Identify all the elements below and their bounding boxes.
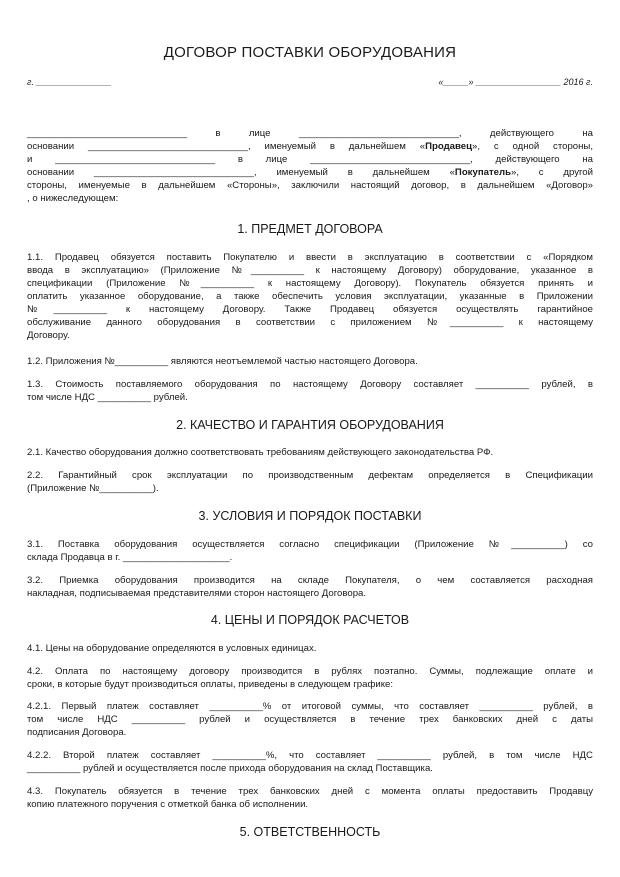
clause-line: подписания Договора. [27,727,127,738]
clause-line: 1.2. Приложения №__________ являются неотъемлемой частью настоящего Договора. [27,356,418,367]
clause-line: 4.3. Покупатель обязуется в течение трех банковских дней с момента оплаты предоставить Продавцу [27,786,593,797]
clause-line: копию платежного поручения с отметкой банка об исполнении. [27,799,309,810]
clause-line: 4.1. Цены на оборудование определяются в условных единицах. [27,643,317,654]
clause-line: 2.2. Гарантийный срок эксплуатации по производственным дефектам определяется в Спецификации [27,470,593,481]
clause-line: 4.2.1. Первый платеж составляет __________% от итоговой суммы, что составляет __________ рублей, в [27,701,593,712]
clause-line: накладная, подписываемая представителями сторон настоящего Договора. [27,588,367,599]
clause-4-2 [27,665,593,691]
intro-line: , о нижеследующем: [27,193,119,204]
clause-line: 1.1. Продавец обязуется поставить Покупателю и ввести в эксплуатацию в соответствии с «Порядком [27,252,593,263]
clause-3-2 [27,574,593,600]
clause-4-2-2 [27,749,593,775]
section-1-heading: 1. ПРЕДМЕТ ДОГОВОРА [237,222,383,236]
clause-1-2 [27,355,593,368]
intro-line: основании ______________________________, именуемый в дальнейшем «Покупатель», с другой [27,167,593,178]
clause-line: (Приложение №__________). [27,483,159,494]
clause-line: 4.2.2. Второй платеж составляет __________%, что составляет __________ рублей, в том числе НДС [27,750,593,761]
intro-paragraph [27,127,593,205]
intro-line: основании ______________________________, именуемый в дальнейшем «Продавец», с одной стороны, [27,141,593,152]
intro-line: и ______________________________ в лице ______________________________, действующего на [27,154,593,165]
seller-term: Продавец [425,141,473,152]
clause-1-1 [27,251,593,342]
clause-4-1 [27,642,593,655]
section-2-heading: 2. КАЧЕСТВО И ГАРАНТИЯ ОБОРУДОВАНИЯ [176,418,444,432]
clause-line: том числе НДС __________ рублей и осуществляется в течение трех банковских дней с даты [27,714,593,725]
clause-line: 2.1. Качество оборудования должно соответствовать требованиям действующего законодательства РФ. [27,447,494,458]
intro-line: ______________________________ в лице ______________________________, действующего на [27,128,593,139]
clause-4-2-1 [27,700,593,739]
clause-line: ввода в эксплуатацию» (Приложение №__________ к настоящему Договору) оборудование, указанное в [27,265,593,276]
clause-1-3 [27,378,593,404]
clause-line: спецификации (Приложение №__________ к настоящему Договору). Покупатель обязуется принять и [27,278,593,289]
clause-line: том числе НДС __________ рублей. [27,392,188,403]
clause-line: __________ рублей и осуществляется после прихода оборудования на склад Поставщика. [27,763,433,774]
clause-2-2 [27,469,593,495]
document-title: ДОГОВОР ПОСТАВКИ ОБОРУДОВАНИЯ [163,44,457,61]
clause-line: склада Продавца в г. ____________________. [27,552,233,563]
clause-line: №__________ к настоящему Договору. Также Продавец обязуется осуществлять гарантийное [27,304,593,315]
section-3-heading: 3. УСЛОВИЯ И ПОРЯДОК ПОСТАВКИ [198,509,422,523]
intro-line: стороны, именуемые в дальнейшем «Стороны», заключили настоящий договор, в дальнейшем «Договор» [27,180,593,191]
clause-line: Договору. [27,330,70,341]
buyer-term: Покупатель [454,167,511,178]
clause-line: 1.3. Стоимость поставляемого оборудования по настоящему Договору составляет __________ рублей, в [27,379,593,390]
clause-line: оплатить указанное оборудование, а также обеспечить условия эксплуатации, указанные в Приложении [27,291,593,302]
section-5-heading: 5. ОТВЕТСТВЕННОСТЬ [239,825,381,839]
clause-4-3 [27,785,593,811]
clause-line: сроки, в которые будут производиться оплаты, приведены в следующем графике: [27,679,394,690]
clause-3-1 [27,538,593,564]
clause-line: 3.1. Поставка оборудования осуществляется согласно спецификации (Приложение №__________) со [27,539,593,550]
clause-line: 4.2. Оплата по настоящему договору производится в рублях поэтапно. Суммы, подлежащие оплате и [27,666,593,677]
place-field: г. _______________ [27,77,112,87]
clause-2-1 [27,446,593,459]
clause-line: обслуживание данного оборудования в соответствии с приложением №__________ к настоящему [27,317,593,328]
date-field: «_____» _________________ 2016 г. [438,77,593,87]
section-4-heading: 4. ЦЕНЫ И ПОРЯДОК РАСЧЕТОВ [210,613,410,627]
clause-line: 3.2. Приемка оборудования производится на складе Покупателя, о чем составляется расходная [27,575,593,586]
